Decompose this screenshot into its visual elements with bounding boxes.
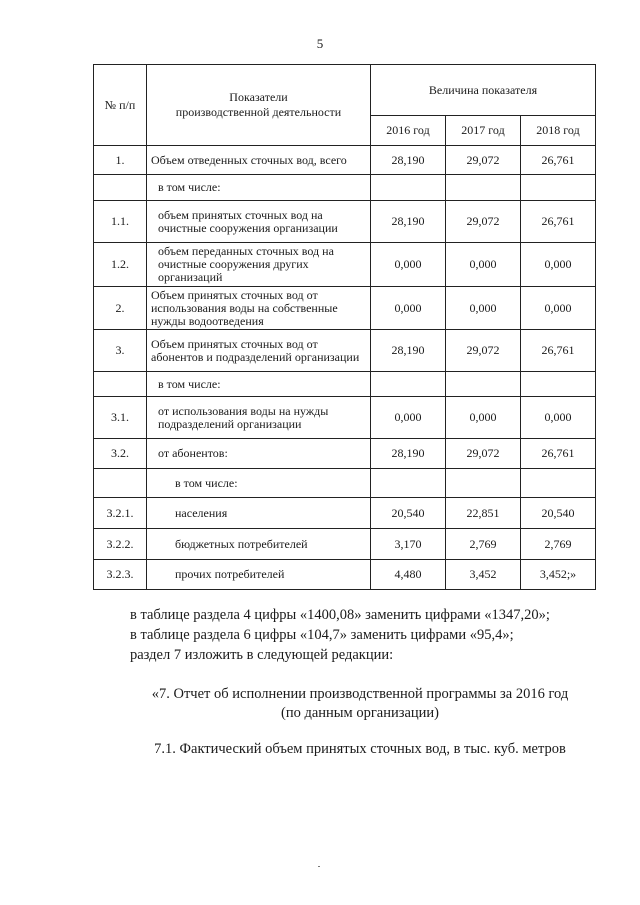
subsection-heading: 7.1. Фактический объем принятых сточных вод, в тыс. куб. метров [154,741,566,757]
value-2016: 3,170 [371,529,446,560]
value-2016: 20,540 [371,498,446,529]
row-indicator: населения [147,498,371,529]
amendment-paragraphs [130,605,590,665]
value-2018: 0,000 [521,397,596,439]
value-2017 [446,372,521,397]
value-2016: 28,190 [371,330,446,372]
value-2016: 28,190 [371,201,446,243]
value-2017: 2,769 [446,529,521,560]
value-2018 [521,372,596,397]
table-row [94,146,596,175]
row-indicator: Объем принятых сточных вод от использования воды на собственные нужды водоотведения [147,287,371,330]
value-2017: 22,851 [446,498,521,529]
row-indicator: Объем отведенных сточных вод, всего [147,146,371,175]
value-2017: 3,452 [446,560,521,590]
value-2016: 28,190 [371,146,446,175]
value-2017: 0,000 [446,243,521,287]
row-number [94,469,147,498]
table-body [94,146,596,590]
section-heading-line2: (по данным организации) [280,705,439,721]
table-row [94,498,596,529]
row-number: 3.2. [94,439,147,469]
table-row [94,330,596,372]
value-2016 [371,372,446,397]
header-year-2017: 2017 год [446,116,521,146]
value-2016: 0,000 [371,397,446,439]
value-2018: 26,761 [521,439,596,469]
row-indicator: бюджетных потребителей [147,529,371,560]
row-indicator: прочих потребителей [147,560,371,590]
value-2016: 0,000 [371,243,446,287]
paragraph-1: в таблице раздела 4 цифры «1400,08» заменить цифрами «1347,20»; [130,607,550,623]
row-number: 3.2.1. [94,498,147,529]
row-number [94,372,147,397]
header-year-2016: 2016 год [371,116,446,146]
table-row [94,397,596,439]
row-indicator: объем принятых сточных вод на очистные сооружения организации [147,201,371,243]
row-number: 3. [94,330,147,372]
paragraph-2: в таблице раздела 6 цифры «104,7» заменить цифрами «95,4»; [130,627,514,643]
header-value-group: Величина показателя [371,65,596,116]
row-indicator: Объем принятых сточных вод от абонентов и подразделений организации [147,330,371,372]
row-indicator: от абонентов: [147,439,371,469]
row-number [94,175,147,201]
row-indicator: в том числе: [147,175,371,201]
row-number: 2. [94,287,147,330]
value-2016: 4,480 [371,560,446,590]
section-heading-line1: «7. Отчет об исполнении производственной программы за 2016 год [151,686,569,702]
value-2018: 20,540 [521,498,596,529]
value-2016 [371,175,446,201]
table-row [94,201,596,243]
section-heading [130,685,590,723]
row-indicator: от использования воды на нужды подразделений организации [147,397,371,439]
page-number: 5 [316,36,324,51]
value-2018 [521,469,596,498]
value-2018: 26,761 [521,201,596,243]
page-mark [318,866,320,867]
row-indicator: в том числе: [147,372,371,397]
value-2018 [521,175,596,201]
row-indicator: в том числе: [147,469,371,498]
value-2017: 0,000 [446,397,521,439]
row-number: 1.2. [94,243,147,287]
indicators-table [93,64,596,590]
header-num: № п/п [94,65,147,146]
row-number: 3.1. [94,397,147,439]
value-2017: 29,072 [446,330,521,372]
row-number: 1.1. [94,201,147,243]
value-2018: 26,761 [521,330,596,372]
table-row [94,560,596,590]
row-number: 3.2.2. [94,529,147,560]
table-row [94,529,596,560]
header-indicator-line1: Показатели [229,90,288,104]
table-row [94,287,596,330]
table-row [94,469,596,498]
table-row [94,243,596,287]
table-row [94,372,596,397]
header-indicator [147,65,371,146]
value-2016: 0,000 [371,287,446,330]
value-2017 [446,469,521,498]
value-2018: 26,761 [521,146,596,175]
value-2017: 29,072 [446,201,521,243]
header-year-2018: 2018 год [521,116,596,146]
value-2016: 28,190 [371,439,446,469]
value-2017: 0,000 [446,287,521,330]
paragraph-3: раздел 7 изложить в следующей редакции: [130,647,394,663]
value-2017: 29,072 [446,439,521,469]
value-2018: 0,000 [521,287,596,330]
row-number: 3.2.3. [94,560,147,590]
value-2018: 2,769 [521,529,596,560]
table-row [94,175,596,201]
value-2018: 3,452;» [521,560,596,590]
value-2018: 0,000 [521,243,596,287]
table-row [94,439,596,469]
header-indicator-line2: производственной деятельности [175,105,342,119]
value-2017 [446,175,521,201]
value-2017: 29,072 [446,146,521,175]
value-2016 [371,469,446,498]
row-indicator: объем переданных сточных вод на очистные сооружения других организаций [147,243,371,287]
row-number: 1. [94,146,147,175]
